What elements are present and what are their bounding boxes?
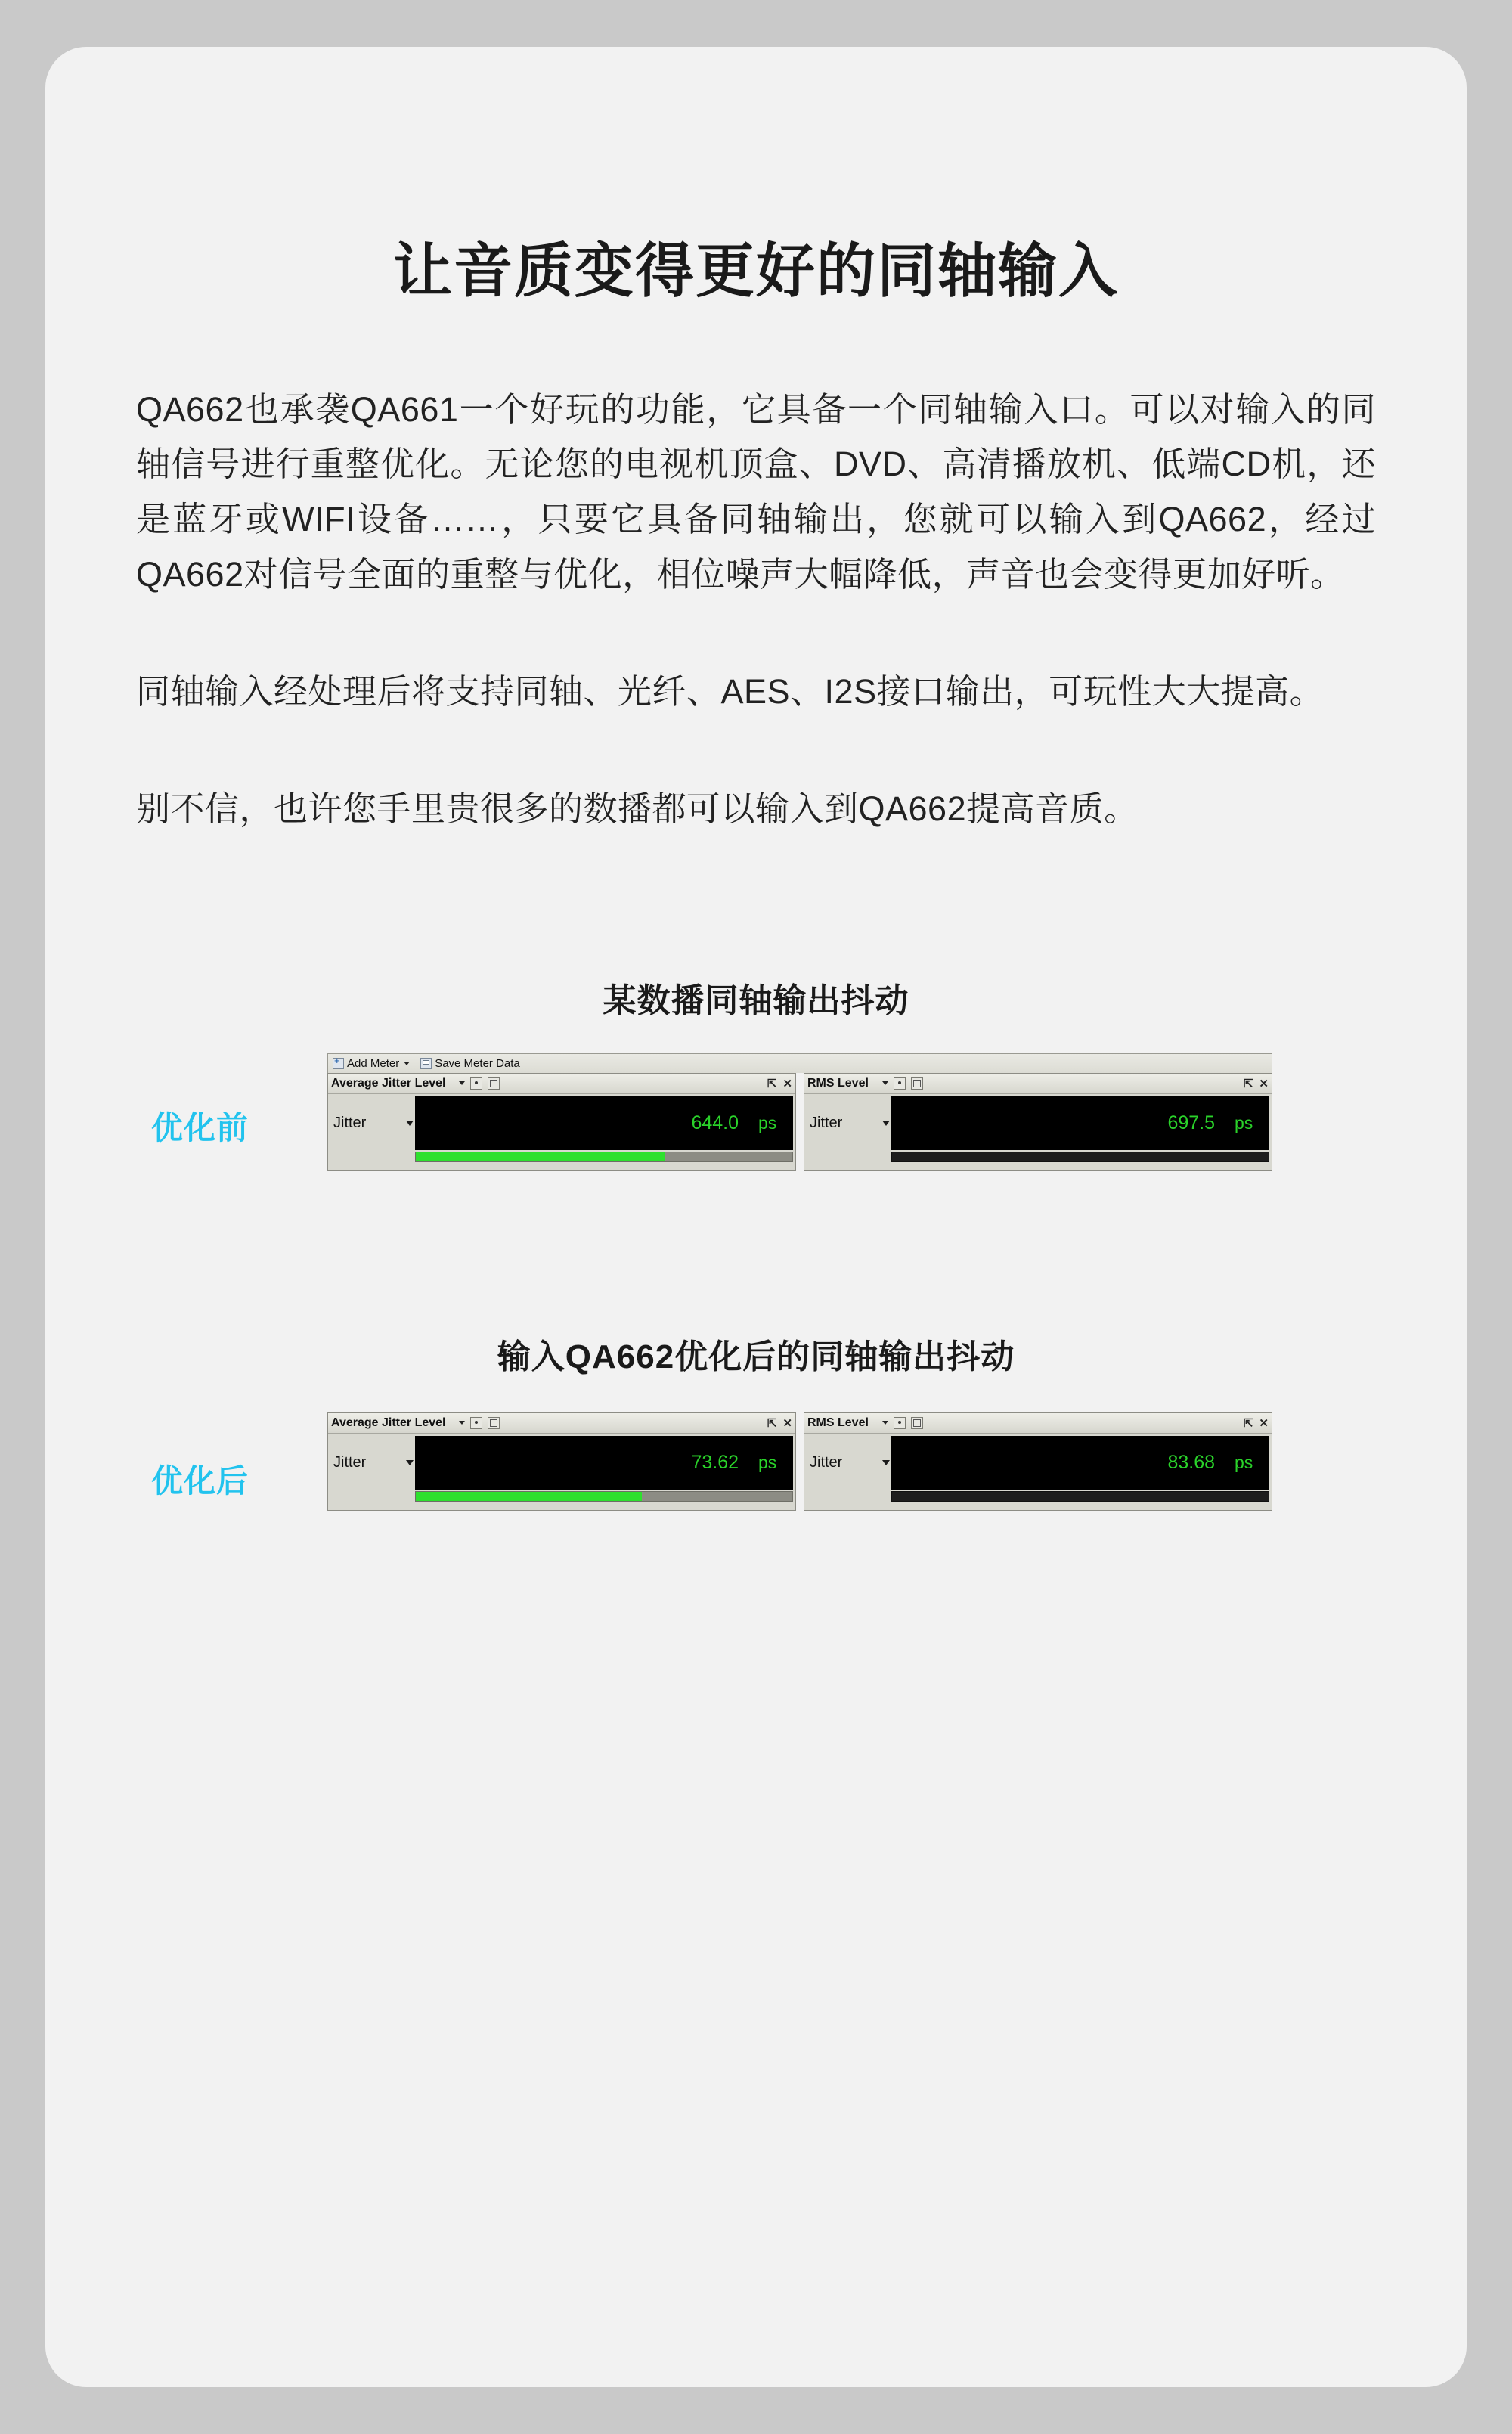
close-icon[interactable]: ✕ <box>782 1416 792 1430</box>
meter-panel-title: RMS Level <box>807 1415 869 1429</box>
meter-value: 697.5 <box>1167 1112 1215 1133</box>
meter-panels-after <box>327 1412 1272 1511</box>
meter-panel-window-controls[interactable] <box>1244 1077 1269 1090</box>
meter-panel-header-tools[interactable] <box>457 1077 500 1090</box>
meter-panel-title: Average Jitter Level <box>331 1415 446 1429</box>
meter-panel-header-tools[interactable] <box>457 1417 500 1429</box>
channel-select-value: Jitter <box>810 1453 843 1471</box>
save-icon <box>420 1058 432 1069</box>
settings-icon[interactable] <box>894 1077 906 1090</box>
meter-panel-title: Average Jitter Level <box>331 1076 446 1090</box>
chevron-down-icon[interactable] <box>459 1081 465 1085</box>
channel-select-value: Jitter <box>333 1453 367 1471</box>
meter-panel-footer <box>328 1504 795 1510</box>
add-meter-button[interactable] <box>333 1057 410 1070</box>
meter-panel-window-controls[interactable] <box>767 1077 792 1090</box>
add-meter-label: Add Meter <box>347 1056 400 1070</box>
close-icon[interactable]: ✕ <box>1259 1416 1269 1430</box>
article-content <box>45 47 1467 1564</box>
channel-select-value: Jitter <box>333 1114 367 1131</box>
meter-panel-header <box>804 1074 1272 1094</box>
meter-panel-body <box>804 1434 1272 1490</box>
paragraph-1: QA662也承袭QA661一个好玩的功能，它具备一个同轴输入口。可以对输入的同轴信号进行重整优化。无论您的电视机顶盒、DVD、高清播放机、低端CD机，还是蓝牙或WIFI设备……，只要它具备同轴输出，您就可以输入到QA662，经过QA662对信号全面的重整与优化，相位噪声大幅降低，声音也会变得更加好听。 <box>136 389 1376 594</box>
meter-readout <box>891 1436 1269 1490</box>
meter-window-before <box>327 1053 1272 1171</box>
chevron-down-icon[interactable] <box>459 1421 465 1425</box>
meter-panel-window-controls[interactable] <box>767 1416 792 1430</box>
maximize-icon[interactable]: ⇱ <box>1243 1416 1253 1430</box>
settings-icon[interactable] <box>470 1417 482 1429</box>
settings-icon[interactable] <box>894 1417 906 1429</box>
chart-caption-after: 输入QA662优化后的同轴输出抖动 <box>497 1338 1015 1375</box>
layout-icon[interactable] <box>488 1417 500 1429</box>
meter-panel <box>327 1412 796 1511</box>
meter-readout <box>415 1096 793 1150</box>
channel-select-value: Jitter <box>810 1114 843 1131</box>
meter-unit: ps <box>758 1112 777 1133</box>
meter-value: 83.68 <box>1167 1451 1215 1473</box>
chart-caption-before: 某数播同轴输出抖动 <box>603 981 909 1019</box>
meter-bar <box>891 1152 1269 1162</box>
meter-panel <box>804 1073 1272 1171</box>
meter-panel-footer <box>804 1504 1272 1510</box>
meter-unit: ps <box>1235 1452 1253 1472</box>
layout-icon[interactable] <box>488 1077 500 1090</box>
layout-icon[interactable] <box>911 1417 923 1429</box>
close-icon[interactable]: ✕ <box>1259 1077 1269 1090</box>
meter-value: 73.62 <box>691 1451 739 1473</box>
meter-panel-header <box>328 1074 795 1094</box>
meter-panel-window-controls[interactable] <box>1244 1416 1269 1430</box>
paragraph-3: 别不信，也许您手里贵很多的数播都可以输入到QA662提高音质。 <box>136 789 1139 829</box>
add-meter-icon <box>333 1058 344 1069</box>
meter-block-before <box>136 1053 1376 1216</box>
meter-panel-footer <box>328 1164 795 1170</box>
close-icon[interactable]: ✕ <box>782 1077 792 1090</box>
article-card <box>45 47 1467 2387</box>
maximize-icon[interactable]: ⇱ <box>767 1077 777 1090</box>
chevron-down-icon <box>406 1460 414 1465</box>
meter-panels-before <box>327 1073 1272 1171</box>
meter-value: 644.0 <box>691 1112 739 1133</box>
channel-select[interactable] <box>330 1436 415 1490</box>
meter-panel-body <box>328 1434 795 1490</box>
maximize-icon[interactable]: ⇱ <box>1243 1077 1253 1090</box>
channel-select[interactable] <box>807 1096 891 1150</box>
meter-bar-fill <box>416 1492 642 1501</box>
meter-window-after <box>327 1412 1272 1511</box>
chevron-down-icon <box>882 1121 890 1126</box>
meter-panel-body <box>328 1094 795 1150</box>
maximize-icon[interactable]: ⇱ <box>767 1416 777 1430</box>
meter-block-after <box>136 1412 1376 1564</box>
chevron-down-icon[interactable] <box>882 1081 888 1085</box>
side-label-before: 优化前 <box>151 1109 249 1146</box>
chevron-down-icon <box>406 1121 414 1126</box>
meter-toolbar[interactable] <box>327 1053 1272 1073</box>
meter-unit: ps <box>758 1452 777 1472</box>
meter-bar <box>891 1491 1269 1502</box>
meter-unit: ps <box>1235 1112 1253 1133</box>
meter-panel-header <box>804 1413 1272 1434</box>
meter-panel-title: RMS Level <box>807 1076 869 1090</box>
chevron-down-icon <box>404 1062 410 1065</box>
save-meter-data-button[interactable] <box>420 1057 520 1070</box>
meter-panel-header <box>328 1413 795 1434</box>
meter-bar <box>415 1491 793 1502</box>
chevron-down-icon <box>882 1460 890 1465</box>
settings-icon[interactable] <box>470 1077 482 1090</box>
meter-bar-fill <box>416 1152 665 1161</box>
paragraph-2: 同轴输入经处理后将支持同轴、光纤、AES、I2S接口输出，可玩性大大提高。 <box>136 672 1325 712</box>
side-label-after: 优化后 <box>151 1462 249 1499</box>
meter-bar <box>415 1152 793 1162</box>
meter-panel-footer <box>804 1164 1272 1170</box>
layout-icon[interactable] <box>911 1077 923 1090</box>
meter-panel <box>804 1412 1272 1511</box>
chevron-down-icon[interactable] <box>882 1421 888 1425</box>
page-title: 让音质变得更好的同轴输入 <box>392 237 1119 304</box>
channel-select[interactable] <box>330 1096 415 1150</box>
meter-panel-body <box>804 1094 1272 1150</box>
meter-panel-header-tools[interactable] <box>881 1077 923 1090</box>
channel-select[interactable] <box>807 1436 891 1490</box>
meter-readout <box>891 1096 1269 1150</box>
meter-panel-header-tools[interactable] <box>881 1417 923 1429</box>
save-meter-data-label: Save Meter Data <box>435 1056 520 1070</box>
meter-panel <box>327 1073 796 1171</box>
meter-readout <box>415 1436 793 1490</box>
